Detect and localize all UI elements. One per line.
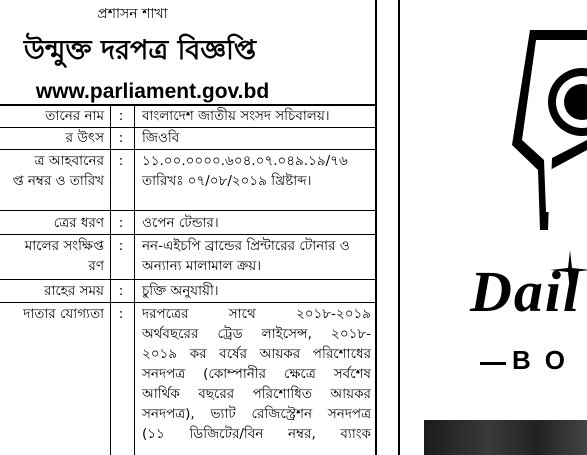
table-row (0, 236, 375, 276)
ad-brand-name: Dail (470, 259, 582, 324)
logo-eye-icon (400, 0, 587, 240)
row-divider (0, 149, 375, 150)
row-label: রণ (88, 258, 104, 274)
row-colon: : (118, 108, 124, 124)
row-colon: : (118, 238, 124, 254)
column-divider (110, 105, 111, 455)
row-value: অর্থবছরের ট্রেড লাইসেন্স, ২০১৮- (142, 326, 371, 342)
row-label: মালের সংক্ষিপ্ত (24, 238, 104, 254)
branch-name: প্রশাসন শাখা (97, 6, 168, 22)
row-value: চুক্তি অনুযায়ী। (142, 283, 219, 299)
row-colon: : (118, 283, 124, 299)
table-row (0, 128, 375, 148)
row-value: আর্থিক বছরের পরিশোধিত আয়কর (142, 386, 371, 402)
row-value: জিওবি (142, 130, 180, 146)
row-colon: : (118, 153, 124, 169)
row-value: অন্যান্য মালামাল ক্রয়। (142, 258, 262, 274)
row-divider (0, 302, 375, 303)
advertisement (400, 0, 587, 455)
table-row (0, 106, 375, 126)
row-label: তানের নাম (45, 108, 104, 124)
row-label: ত্রের ধরণ (53, 215, 104, 231)
row-value: বাংলাদেশ জাতীয় সংসদ সচিবালয়। (142, 108, 330, 124)
row-label: প্ত নম্বর ও তারিখ (12, 173, 104, 189)
ad-photo (424, 420, 587, 455)
row-value: নন-এইচপি ব্রান্ডের প্রিন্টারের টোনার ও (142, 238, 350, 254)
row-value: ১১.০০.০০০০.৬০৪.০৭.০৪৯.১৯/৭৬ (142, 153, 348, 169)
table-row (0, 213, 375, 233)
row-label: ত্র আহবানের (34, 153, 104, 169)
row-value: ওপেন টেন্ডার। (142, 215, 219, 231)
row-value: (১১ ডিজিটের/বিন নম্বর, ব্যাংক (142, 426, 371, 442)
row-colon: : (118, 306, 124, 322)
row-label: র উৎস (65, 130, 104, 146)
notice-frame-border (375, 0, 377, 455)
row-label: দাতার যোগ্যতা (23, 306, 104, 322)
row-value: সনদপত্র), ভ্যাট রেজিস্ট্রেশন সনদপত্র (142, 406, 371, 422)
row-colon: : (118, 215, 124, 231)
ad-subtitle: BO (512, 345, 579, 375)
row-colon: : (118, 130, 124, 146)
website-link[interactable]: www.parliament.gov.bd (35, 80, 270, 103)
row-divider (0, 279, 375, 280)
row-divider (0, 210, 375, 211)
ad-dash (480, 362, 506, 365)
row-value: সনদপত্র (কোম্পানীর ক্ষেত্রে সর্বশেষ (142, 366, 371, 382)
table-row (0, 304, 375, 455)
row-value: দরপত্রের সাথে ২০১৮-২০১৯ (142, 306, 371, 322)
table-row (0, 151, 375, 211)
table-row (0, 281, 375, 301)
column-divider (134, 105, 135, 455)
row-value: তারিখঃ ০৭/০৮/২০১৯ খ্রিষ্টাব্দ। (142, 173, 312, 189)
row-value: ২০১৯ কর বর্ষের আয়কর পরিশোধের (142, 346, 371, 362)
notice-title: উন্মুক্ত দরপত্র বিজ্ঞপ্তি (23, 35, 257, 66)
row-label: রাহের সময় (44, 283, 104, 299)
row-divider (0, 234, 375, 235)
